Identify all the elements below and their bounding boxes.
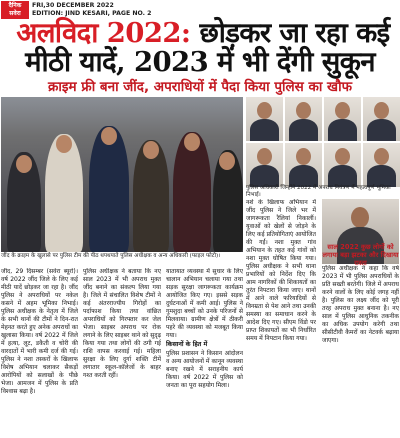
photo-face xyxy=(101,127,117,145)
article-column-3 xyxy=(166,268,243,436)
portrait-photo xyxy=(324,97,361,141)
subheadline: क्राइम फ्री बना जींद, अपराधियों में पैदा किया पुलिस का खौफ xyxy=(48,79,352,95)
portrait-photo xyxy=(246,143,283,187)
column-3-rest: पुलिस प्रशासन ने किसान आंदोलन व अन्य आयोजनों में कानून व्यवस्था बनाए रखने में सराहनीय कार्य किया। वर्ष 2022 में पुलिस को जनता का पूरा सहयोग मिला। xyxy=(166,350,243,389)
article-column-2: पुलिस अधीक्षक ने बताया कि नए साल 2023 में भी अपराध मुक्त जींद बनाने का संकल्प लिया गया है। जिले में संचालित विशेष टीमों ने कई अंतरराज्यीय गिरोहों का पर्दाफाश किया तथा वांछित अपराधियों को गिरफ्तार कर जेल भेजा। साइबर अपराध पर रोक लगाने के लिए साइबर थाने को सुदृढ़ किया गया तथा लोगों की ठगी गई राशि वापस करवाई गई। महिला सुरक्षा के लिए दुर्गा शक्ति टीमें लगातार स्कूल-कॉलेजों के बाहर गश्त करती रहीं। xyxy=(83,268,161,379)
date-line: FRI,30 DECEMBER 2022 xyxy=(32,2,114,9)
article-column-5: पुलिस अधीक्षक ने कहा कि वर्ष 2023 में भी पुलिस अपराधियों के प्रति सख्ती बरतेगी। जिले में अपराध करने वालों के लिए कोई जगह नहीं है। पुलिस का लक्ष्य जींद को पूरी तरह अपराध मुक्त बनाना है। नए साल में पुलिस आधुनिक तकनीक का अधिक उपयोग करेगी तथा सीसीटीवी कैमरों का नेटवर्क बढ़ाया जाएगा। xyxy=(322,265,399,344)
portrait-photo xyxy=(363,143,400,187)
portrait-photo xyxy=(246,97,283,141)
headline-line1 xyxy=(6,18,400,48)
column-3-text: यातायात व्यवस्था में सुधार के लिए चालान अभियान चलाया गया तथा सड़क सुरक्षा जागरूकता कार्यक्रम आयोजित किए गए। इससे सड़क दुर्घटनाओं में कमी आई। पुलिस ने गुमशुदा बच्चों को उनके परिजनों से मिलवाया। ग्रामीण क्षेत्रों में ठीकरी पहरे की व्यवस्था को मजबूत किया गया। xyxy=(166,268,243,339)
headline-red-part: अलविदा 2022: xyxy=(16,17,191,49)
portrait-photo xyxy=(285,97,322,141)
portraits-caption: पुलिस अधिकारी जिन्होंने 2022 में अपराध नियंत्रण में महत्वपूर्ण भूमिका निभाई। xyxy=(246,185,391,198)
photo-face xyxy=(143,141,159,159)
photo-face xyxy=(16,155,32,173)
sidebar-box-title: साल 2022 कुछ लोगों को लगाया बड़ा झटका और दिखाया रास्ता xyxy=(322,243,399,267)
edition-meta xyxy=(32,2,152,18)
portrait-photo xyxy=(285,143,322,187)
photo-face xyxy=(184,133,200,151)
portrait-photo xyxy=(324,143,361,187)
article-column-1: जींद, 29 दिसम्बर (सवेरा ब्यूरो)। वर्ष 2022 जींद जिले के लिए कई मीठी यादें छोड़कर जा रहा है। जींद पुलिस ने अपराधियों पर नकेल कसने में अहम भूमिका निभाई। पुलिस अधीक्षक के नेतृत्व में जिले के सभी थानों की टीमों ने दिन-रात मेहनत करते हुए अनेक अपराधों का खुलासा किया। वर्ष 2022 में जिले में हत्या, लूट, डकैती व चोरी की वारदातों में भारी कमी दर्ज की गई। पुलिस ने नशा तस्करों के खिलाफ विशेष अभियान चलाकर सैकड़ों आरोपियों को सलाखों के पीछे भेजा। आमजन में पुलिस के प्रति विश्वास बढ़ा है। xyxy=(1,268,78,395)
logo-line1: दैनिक xyxy=(8,2,22,9)
main-photo xyxy=(1,97,243,252)
headline-line2: मीठी यादें, 2023 में भी देंगी सुकून xyxy=(25,46,375,78)
photo-face xyxy=(219,152,235,170)
edition-line: EDITION: JIND KESARI, PAGE NO. 2 xyxy=(32,10,152,17)
column-3-subhead: किसानों के हित में xyxy=(166,341,208,348)
portrait-photo xyxy=(363,97,400,141)
main-photo-caption: जींद के क्राइम के खुलासे पर पुलिस टीम की पीठ थपथपाते पुलिस अधीक्षक व अन्य अधिकारी (फाइल फोटो)। xyxy=(1,253,221,259)
article-column-4: नशे के खिलाफ अभियान में जींद पुलिस ने जिले भर में जागरूकता रैलियां निकालीं। युवाओं को खेलों से जोड़ने के लिए कई प्रतियोगिताएं आयोजित की गईं। नशा मुक्त गांव अभियान के तहत कई गांवों को नशा मुक्त घोषित किया गया। पुलिस अधीक्षक ने सभी थाना प्रभारियों को निर्देश दिए कि आम नागरिकों की शिकायतों का तुरंत निपटारा किया जाए। थानों में आने वाले फरियादियों से विनम्रता से पेश आने तथा उनकी समस्या का समाधान करने के आदेश दिए गए। सीएम विंडो पर प्राप्त शिकायतों का भी निर्धारित समय में निपटान किया गया। xyxy=(246,199,316,342)
logo-line2: सवेरा xyxy=(9,10,21,17)
photo-face xyxy=(56,135,72,153)
headline-black-part: छोड़कर जा रहा कई xyxy=(190,17,390,49)
